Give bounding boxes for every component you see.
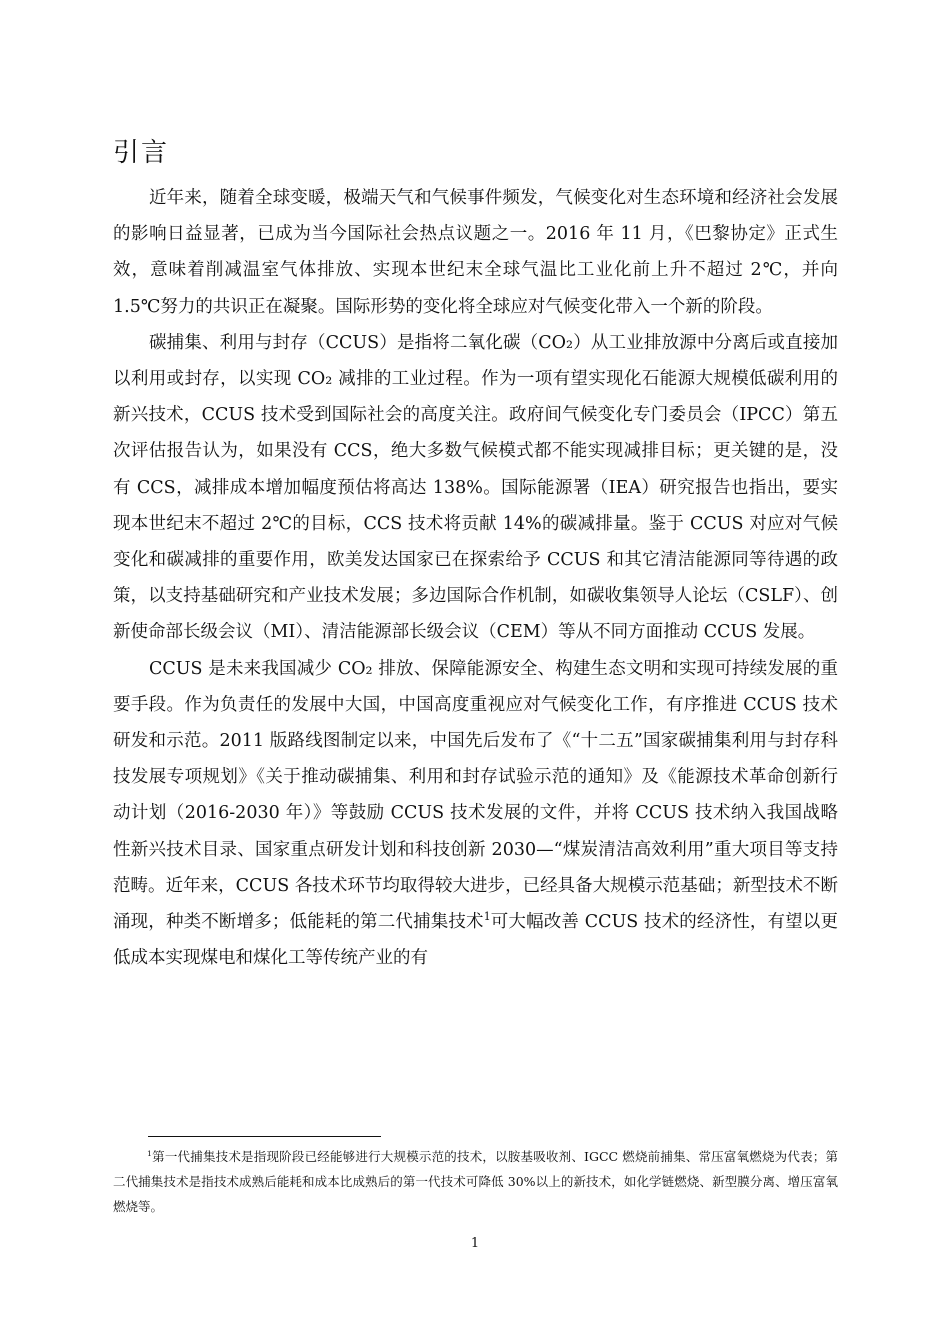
- footnote-text: [113, 1144, 838, 1219]
- page-title: 引言: [113, 138, 170, 168]
- footnote-marker: 1: [147, 1148, 152, 1158]
- body-text: [113, 180, 838, 976]
- paragraph-intro: 近年来，随着全球变暖，极端天气和气候事件频发，气候变化对生态环境和经济社会发展的影响日益显著，已成为当今国际社会热点议题之一。2016 年 11 月，《巴黎协定》正式生效，意味着削减温室气体排放、实现本世纪末全球气温比工业化前上升不超过 2℃，并向 1.5℃努力的共识正在凝聚。国际形势的变化将全球应对气候变化带入一个新的阶段。: [113, 188, 838, 317]
- paragraph-ccus-china-text: CCUS 是未来我国减少 CO₂ 排放、保障能源安全、构建生态文明和实现可持续发展的重要手段。作为负责任的发展中大国，中国高度重视应对气候变化工作，有序推进 CCUS 技术研发和示范。2011 版路线图制定以来，中国先后发布了《“十二五”国家碳捕集利用与封存科技发展专项规划》《关于推动碳捕集、利用和封存试验示范的通知》及《能源技术革命创新行动计划（2016-2030 年）》等鼓励 CCUS 技术发展的文件，并将 CCUS 技术纳入我国战略性新兴技术目录、国家重点研发计划和科技创新 2030—“煤炭清洁高效利用”重大项目等支持范畴。近年来，CCUS 各技术环节均取得较大进步，已经具备大规模示范基础；新型技术不断涌现，种类不断增多；低能耗的第二代捕集技术: [113, 658, 838, 933]
- paragraph-ccus-china: [113, 651, 838, 977]
- paragraph-ccus-china-tail: 可大幅改善 CCUS 技术的经济性，有望以更低成本实现煤电和煤化工等传统产业的有: [113, 912, 838, 969]
- paragraph-ccus-definition: 碳捕集、利用与封存（CCUS）是指将二氧化碳（CO₂）从工业排放源中分离后或直接加以利用或封存，以实现 CO₂ 减排的工业过程。作为一项有望实现化石能源大规模低碳利用的新兴技术，CCUS 技术受到国际社会的高度关注。政府间气候变化专门委员会（IPCC）第五次评估报告认为，如果没有 CCS，绝大多数气候模式都不能实现减排目标；更关键的是，没有 CCS，减排成本增加幅度预估将高达 138%。国际能源署（IEA）研究报告也指出，要实现本世纪末不超过 2℃的目标，CCS 技术将贡献 14%的碳减排量。鉴于 CCUS 对应对气候变化和碳减排的重要作用，欧美发达国家已在探索给予 CCUS 和其它清洁能源同等待遇的政策，以支持基础研究和产业技术发展；多边国际合作机制，如碳收集领导人论坛（CSLF）、创新使命部长级会议（MI）、清洁能源部长级会议（CEM）等从不同方面推动 CCUS 发展。: [113, 332, 838, 643]
- footnote-reference[interactable]: 1: [483, 910, 491, 924]
- footnote-divider: [148, 1136, 381, 1137]
- footnote-body: 第一代捕集技术是指现阶段已经能够进行大规模示范的技术，以胺基吸收剂、IGCC 燃烧前捕集、常压富氧燃烧为代表；第二代捕集技术是指技术成熟后能耗和成本比成熟后的第一代技术可降低 30%以上的新技术，如化学链燃烧、新型膜分离、增压富氧燃烧等。: [113, 1149, 838, 1214]
- footnote: [113, 1144, 838, 1219]
- page-number: 1: [470, 1236, 480, 1251]
